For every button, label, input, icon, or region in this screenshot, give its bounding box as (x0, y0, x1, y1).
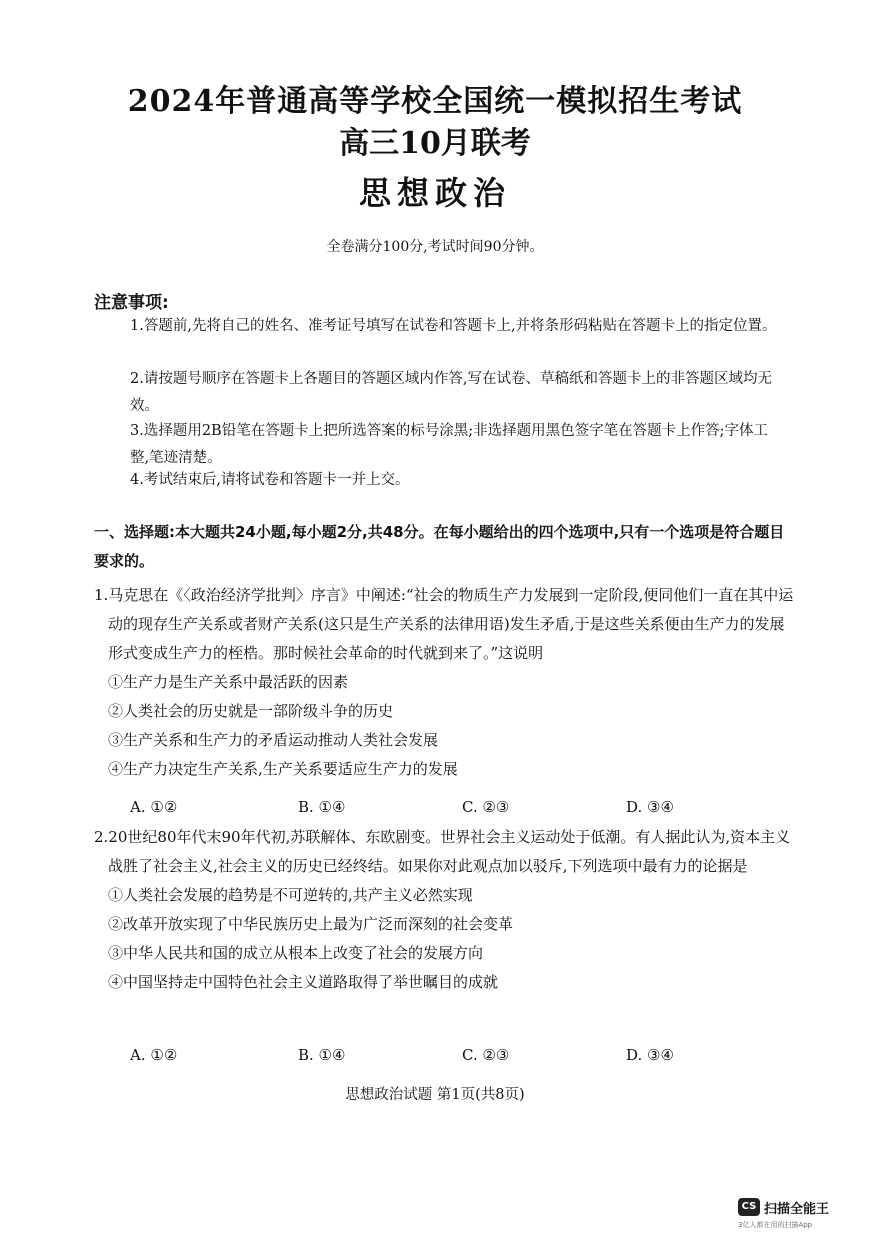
choice-a: A. ①② (130, 798, 178, 816)
question-stem: 1.马克思在《〈政治经济学批判〉序言》中阐述:“社会的物质生产力发展到一定阶段,便同他们一直在其中运动的现存生产关系或者财产关系(这只是生产关系的法律用语)发生矛盾,于是这些关系便由生产力的发展形式变成生产力的桎梏。那时候社会革命的时代就到来了。”这说明 (94, 586, 794, 662)
question-2 (94, 823, 794, 997)
statement-option: ①人类社会发展的趋势是不可逆转的,共产主义必然实现 (108, 886, 473, 904)
choice-c: C. ②③ (462, 1046, 510, 1064)
scanner-watermark (738, 1198, 848, 1238)
statement-option: ③中华人民共和国的成立从根本上改变了社会的发展方向 (108, 944, 484, 962)
statement-option: ③生产关系和生产力的矛盾运动推动人类社会发展 (108, 731, 439, 749)
exam-meta: 全卷满分100分,考试时间90分钟。 (326, 239, 544, 255)
exam-subtitle: 高三10月联考 (339, 126, 531, 161)
statement-option: ①生产力是生产关系中最活跃的因素 (108, 673, 349, 691)
exam-title: 2024年普通高等学校全国统一模拟招生考试 (127, 84, 743, 119)
choice-b: B. ①④ (298, 798, 346, 816)
notice-item: 2.请按题号顺序在答题卡上各题目的答题区域内作答,写在试卷、草稿纸和答题卡上的非答题区域均无效。 (130, 371, 772, 414)
notice-heading: 注意事项: (94, 293, 169, 313)
question-1 (94, 581, 794, 784)
notice-item: 1.答题前,先将自己的姓名、准考证号填写在试卷和答题卡上,并将条形码粘贴在答题卡上的指定位置。 (130, 318, 777, 334)
scanner-logo-icon: CS (738, 1198, 760, 1216)
choice-c: C. ②③ (462, 798, 510, 816)
question-stem: 2.20世纪80年代末90年代初,苏联解体、东欧剧变。世界社会主义运动处于低潮。有人据此认为,资本主义战胜了社会主义,社会主义的历史已经终结。如果你对此观点加以驳斥,下列选项中最有力的论据是 (94, 828, 791, 875)
choice-d: D. ③④ (626, 798, 674, 816)
statement-option: ④生产力决定生产关系,生产关系要适应生产力的发展 (108, 760, 458, 778)
statement-option: ②人类社会的历史就是一部阶级斗争的历史 (108, 702, 394, 720)
choice-a: A. ①② (130, 1046, 178, 1064)
scanner-tagline: 3亿人都在用的扫描App (738, 1221, 813, 1229)
statement-option: ④中国坚持走中国特色社会主义道路取得了举世瞩目的成就 (108, 973, 499, 991)
statement-option: ②改革开放实现了中华民族历史上最为广泛而深刻的社会变革 (108, 915, 514, 933)
scanner-app-name: 扫描全能王 (764, 1202, 830, 1217)
section-heading: 一、选择题:本大题共24小题,每小题2分,共48分。在每小题给出的四个选项中,只有一个选项是符合题目要求的。 (94, 523, 785, 570)
page-footer: 思想政治试题 第1页(共8页) (345, 1087, 525, 1103)
notice-item: 4.考试结束后,请将试卷和答题卡一并上交。 (130, 472, 410, 488)
choice-b: B. ①④ (298, 1046, 346, 1064)
choice-d: D. ③④ (626, 1046, 674, 1064)
subject-title: 思想政治 (358, 174, 511, 212)
notice-item: 3.选择题用2B铅笔在答题卡上把所选答案的标号涂黑;非选择题用黑色签字笔在答题卡上作答;字体工整,笔迹清楚。 (130, 423, 768, 466)
